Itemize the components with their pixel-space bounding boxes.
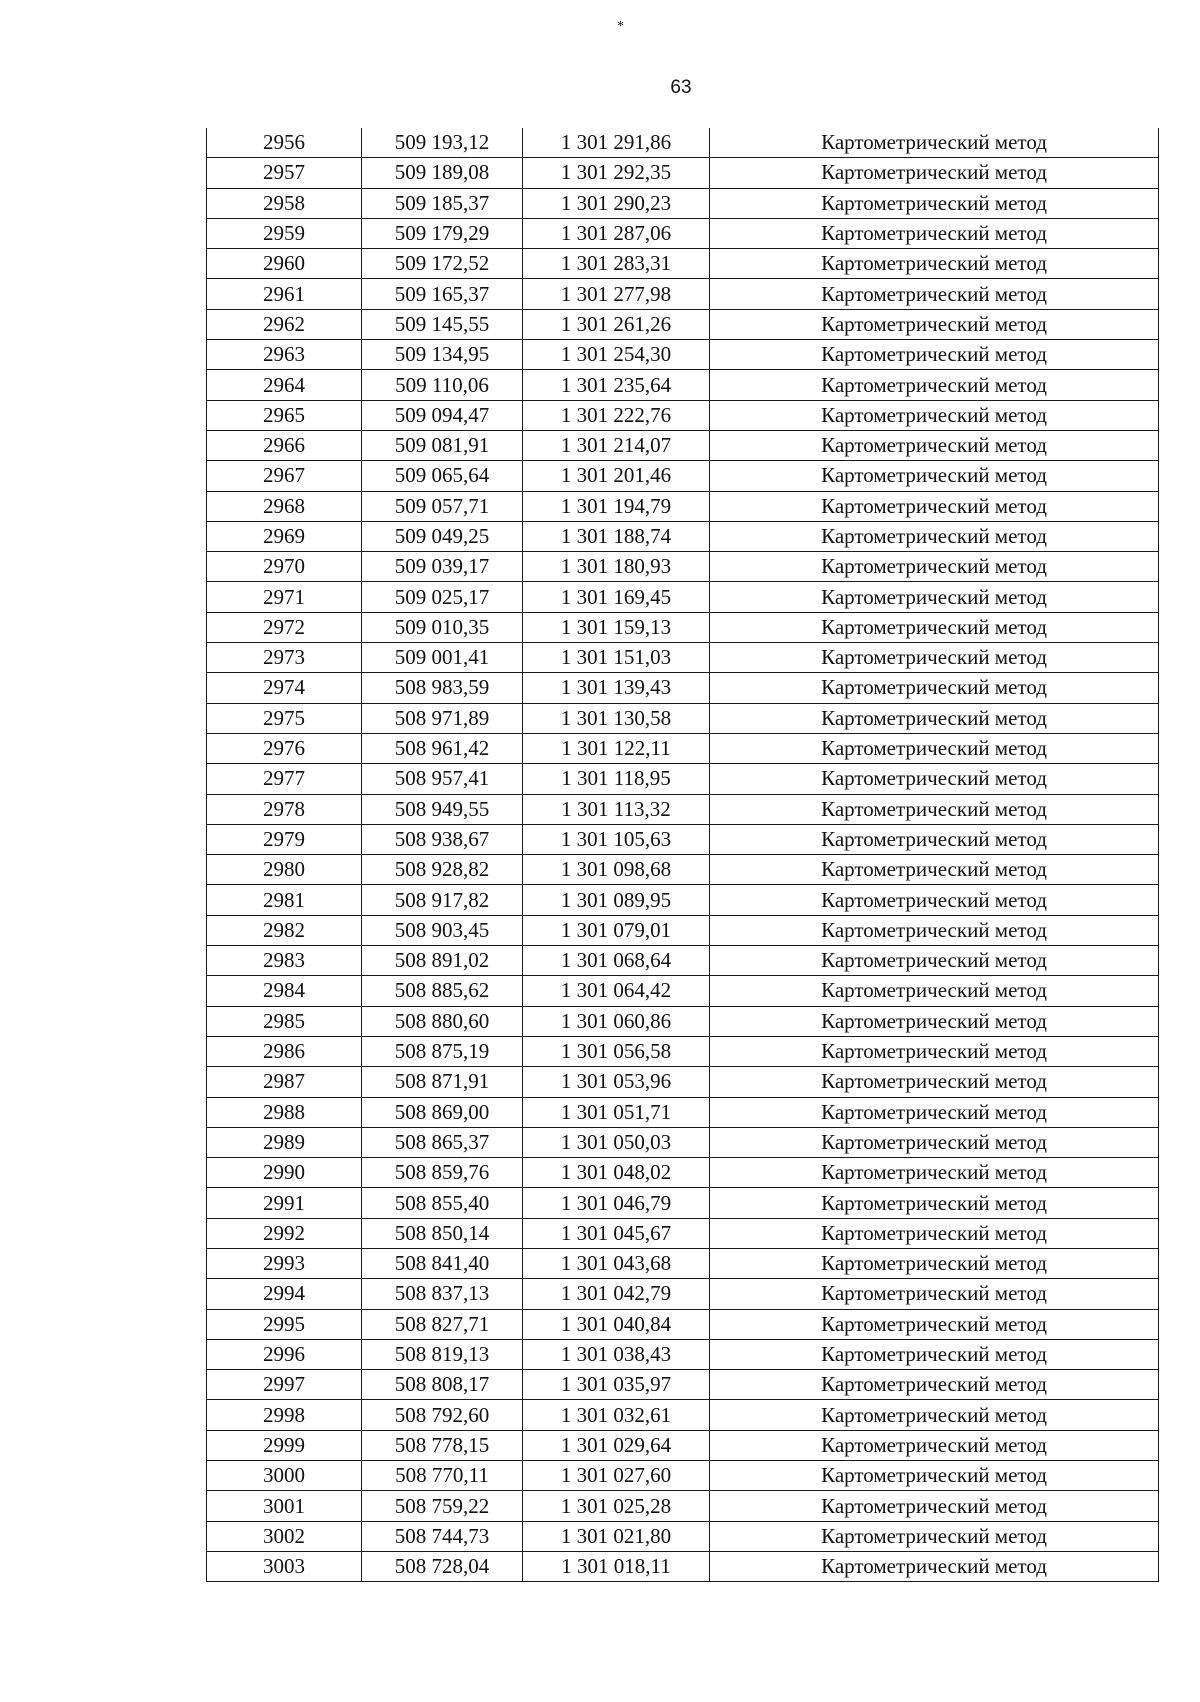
method-cell: Картометрический метод	[710, 946, 1159, 976]
x-coordinate-cell: 509 025,17	[362, 582, 523, 612]
y-coordinate-cell: 1 301 214,07	[523, 430, 710, 460]
table-row	[207, 158, 1159, 188]
point-number-cell: 2974	[207, 673, 362, 703]
x-coordinate-cell: 508 819,13	[362, 1339, 523, 1369]
table-row	[207, 1097, 1159, 1127]
table-row	[207, 430, 1159, 460]
x-coordinate-cell: 508 928,82	[362, 855, 523, 885]
point-number-cell: 2987	[207, 1067, 362, 1097]
y-coordinate-cell: 1 301 032,61	[523, 1400, 710, 1430]
x-coordinate-cell: 508 903,45	[362, 915, 523, 945]
table-row	[207, 976, 1159, 1006]
table-row	[207, 1006, 1159, 1036]
point-number-cell: 3003	[207, 1551, 362, 1581]
table-row	[207, 1158, 1159, 1188]
x-coordinate-cell: 508 885,62	[362, 976, 523, 1006]
x-coordinate-cell: 508 880,60	[362, 1006, 523, 1036]
y-coordinate-cell: 1 301 201,46	[523, 461, 710, 491]
point-number-cell: 2988	[207, 1097, 362, 1127]
y-coordinate-cell: 1 301 151,03	[523, 643, 710, 673]
y-coordinate-cell: 1 301 254,30	[523, 340, 710, 370]
y-coordinate-cell: 1 301 169,45	[523, 582, 710, 612]
method-cell: Картометрический метод	[710, 643, 1159, 673]
method-cell: Картометрический метод	[710, 400, 1159, 430]
method-cell: Картометрический метод	[710, 370, 1159, 400]
y-coordinate-cell: 1 301 053,96	[523, 1067, 710, 1097]
table-row	[207, 1521, 1159, 1551]
y-coordinate-cell: 1 301 056,58	[523, 1036, 710, 1066]
x-coordinate-cell: 508 938,67	[362, 824, 523, 854]
table-row	[207, 1188, 1159, 1218]
x-coordinate-cell: 509 057,71	[362, 491, 523, 521]
table-row	[207, 1279, 1159, 1309]
table-row	[207, 703, 1159, 733]
y-coordinate-cell: 1 301 040,84	[523, 1309, 710, 1339]
method-cell: Картометрический метод	[710, 673, 1159, 703]
table-row	[207, 491, 1159, 521]
method-cell: Картометрический метод	[710, 855, 1159, 885]
point-number-cell: 2962	[207, 309, 362, 339]
y-coordinate-cell: 1 301 277,98	[523, 279, 710, 309]
y-coordinate-cell: 1 301 025,28	[523, 1491, 710, 1521]
point-number-cell: 2969	[207, 521, 362, 551]
point-number-cell: 2975	[207, 703, 362, 733]
point-number-cell: 2976	[207, 733, 362, 763]
x-coordinate-cell: 508 728,04	[362, 1551, 523, 1581]
point-number-cell: 2986	[207, 1036, 362, 1066]
point-number-cell: 2991	[207, 1188, 362, 1218]
table-row	[207, 1491, 1159, 1521]
point-number-cell: 2985	[207, 1006, 362, 1036]
y-coordinate-cell: 1 301 118,95	[523, 764, 710, 794]
method-cell: Картометрический метод	[710, 764, 1159, 794]
x-coordinate-cell: 508 850,14	[362, 1218, 523, 1248]
x-coordinate-cell: 508 778,15	[362, 1430, 523, 1460]
x-coordinate-cell: 509 134,95	[362, 340, 523, 370]
x-coordinate-cell: 508 971,89	[362, 703, 523, 733]
table-row	[207, 279, 1159, 309]
x-coordinate-cell: 509 165,37	[362, 279, 523, 309]
table-row	[207, 218, 1159, 248]
method-cell: Картометрический метод	[710, 915, 1159, 945]
table-row	[207, 1339, 1159, 1369]
method-cell: Картометрический метод	[710, 188, 1159, 218]
table-row	[207, 1218, 1159, 1248]
x-coordinate-cell: 508 891,02	[362, 946, 523, 976]
point-number-cell: 2965	[207, 400, 362, 430]
point-number-cell: 2961	[207, 279, 362, 309]
y-coordinate-cell: 1 301 139,43	[523, 673, 710, 703]
x-coordinate-cell: 508 983,59	[362, 673, 523, 703]
method-cell: Картометрический метод	[710, 1279, 1159, 1309]
y-coordinate-cell: 1 301 064,42	[523, 976, 710, 1006]
point-number-cell: 2960	[207, 249, 362, 279]
x-coordinate-cell: 508 808,17	[362, 1370, 523, 1400]
method-cell: Картометрический метод	[710, 521, 1159, 551]
point-number-cell: 2973	[207, 643, 362, 673]
y-coordinate-cell: 1 301 068,64	[523, 946, 710, 976]
x-coordinate-cell: 508 875,19	[362, 1036, 523, 1066]
x-coordinate-cell: 509 010,35	[362, 612, 523, 642]
table-row	[207, 855, 1159, 885]
method-cell: Картометрический метод	[710, 128, 1159, 158]
method-cell: Картометрический метод	[710, 1430, 1159, 1460]
table-row	[207, 370, 1159, 400]
method-cell: Картометрический метод	[710, 1370, 1159, 1400]
y-coordinate-cell: 1 301 079,01	[523, 915, 710, 945]
x-coordinate-cell: 508 770,11	[362, 1461, 523, 1491]
table-row	[207, 461, 1159, 491]
table-row	[207, 824, 1159, 854]
x-coordinate-cell: 509 001,41	[362, 643, 523, 673]
y-coordinate-cell: 1 301 292,35	[523, 158, 710, 188]
y-coordinate-cell: 1 301 060,86	[523, 1006, 710, 1036]
x-coordinate-cell: 508 841,40	[362, 1248, 523, 1278]
point-number-cell: 2999	[207, 1430, 362, 1460]
table-row	[207, 1036, 1159, 1066]
x-coordinate-cell: 509 193,12	[362, 128, 523, 158]
table-row	[207, 1370, 1159, 1400]
x-coordinate-cell: 508 865,37	[362, 1127, 523, 1157]
y-coordinate-cell: 1 301 291,86	[523, 128, 710, 158]
method-cell: Картометрический метод	[710, 1127, 1159, 1157]
method-cell: Картометрический метод	[710, 1551, 1159, 1581]
x-coordinate-cell: 508 869,00	[362, 1097, 523, 1127]
point-number-cell: 2981	[207, 885, 362, 915]
table-row	[207, 521, 1159, 551]
point-number-cell: 2963	[207, 340, 362, 370]
x-coordinate-cell: 509 110,06	[362, 370, 523, 400]
table-row	[207, 946, 1159, 976]
point-number-cell: 2980	[207, 855, 362, 885]
point-number-cell: 2972	[207, 612, 362, 642]
y-coordinate-cell: 1 301 045,67	[523, 1218, 710, 1248]
x-coordinate-cell: 508 949,55	[362, 794, 523, 824]
table-row	[207, 400, 1159, 430]
y-coordinate-cell: 1 301 035,97	[523, 1370, 710, 1400]
point-number-cell: 2964	[207, 370, 362, 400]
method-cell: Картометрический метод	[710, 733, 1159, 763]
x-coordinate-cell: 509 189,08	[362, 158, 523, 188]
y-coordinate-cell: 1 301 051,71	[523, 1097, 710, 1127]
y-coordinate-cell: 1 301 290,23	[523, 188, 710, 218]
table-row	[207, 1461, 1159, 1491]
x-coordinate-cell: 508 917,82	[362, 885, 523, 915]
y-coordinate-cell: 1 301 089,95	[523, 885, 710, 915]
y-coordinate-cell: 1 301 261,26	[523, 309, 710, 339]
method-cell: Картометрический метод	[710, 1067, 1159, 1097]
y-coordinate-cell: 1 301 098,68	[523, 855, 710, 885]
table-row	[207, 1430, 1159, 1460]
table-row	[207, 1248, 1159, 1278]
page-mark: *	[617, 19, 624, 34]
table-row	[207, 249, 1159, 279]
point-number-cell: 2992	[207, 1218, 362, 1248]
table-row	[207, 1067, 1159, 1097]
x-coordinate-cell: 508 961,42	[362, 733, 523, 763]
point-number-cell: 2989	[207, 1127, 362, 1157]
table-row	[207, 885, 1159, 915]
x-coordinate-cell: 509 039,17	[362, 552, 523, 582]
y-coordinate-cell: 1 301 235,64	[523, 370, 710, 400]
point-number-cell: 2996	[207, 1339, 362, 1369]
point-number-cell: 3002	[207, 1521, 362, 1551]
point-number-cell: 2958	[207, 188, 362, 218]
point-number-cell: 2982	[207, 915, 362, 945]
point-number-cell: 2957	[207, 158, 362, 188]
method-cell: Картометрический метод	[710, 430, 1159, 460]
y-coordinate-cell: 1 301 122,11	[523, 733, 710, 763]
y-coordinate-cell: 1 301 222,76	[523, 400, 710, 430]
point-number-cell: 2994	[207, 1279, 362, 1309]
x-coordinate-cell: 509 081,91	[362, 430, 523, 460]
method-cell: Картометрический метод	[710, 1097, 1159, 1127]
table-row	[207, 1309, 1159, 1339]
coordinates-table	[206, 128, 1159, 1582]
point-number-cell: 2998	[207, 1400, 362, 1430]
method-cell: Картометрический метод	[710, 1400, 1159, 1430]
method-cell: Картометрический метод	[710, 612, 1159, 642]
point-number-cell: 2983	[207, 946, 362, 976]
x-coordinate-cell: 509 094,47	[362, 400, 523, 430]
y-coordinate-cell: 1 301 130,58	[523, 703, 710, 733]
x-coordinate-cell: 508 792,60	[362, 1400, 523, 1430]
table-row	[207, 673, 1159, 703]
point-number-cell: 2959	[207, 218, 362, 248]
point-number-cell: 2968	[207, 491, 362, 521]
y-coordinate-cell: 1 301 018,11	[523, 1551, 710, 1581]
y-coordinate-cell: 1 301 038,43	[523, 1339, 710, 1369]
x-coordinate-cell: 508 855,40	[362, 1188, 523, 1218]
method-cell: Картометрический метод	[710, 1036, 1159, 1066]
table-row	[207, 582, 1159, 612]
method-cell: Картометрический метод	[710, 976, 1159, 1006]
point-number-cell: 2997	[207, 1370, 362, 1400]
method-cell: Картометрический метод	[710, 1521, 1159, 1551]
table-row	[207, 1400, 1159, 1430]
point-number-cell: 2993	[207, 1248, 362, 1278]
page-number: 63	[670, 77, 692, 98]
y-coordinate-cell: 1 301 283,31	[523, 249, 710, 279]
table-row	[207, 1127, 1159, 1157]
point-number-cell: 3000	[207, 1461, 362, 1491]
y-coordinate-cell: 1 301 048,02	[523, 1158, 710, 1188]
y-coordinate-cell: 1 301 050,03	[523, 1127, 710, 1157]
y-coordinate-cell: 1 301 042,79	[523, 1279, 710, 1309]
y-coordinate-cell: 1 301 188,74	[523, 521, 710, 551]
point-number-cell: 2970	[207, 552, 362, 582]
method-cell: Картометрический метод	[710, 824, 1159, 854]
x-coordinate-cell: 508 827,71	[362, 1309, 523, 1339]
point-number-cell: 2956	[207, 128, 362, 158]
method-cell: Картометрический метод	[710, 885, 1159, 915]
method-cell: Картометрический метод	[710, 218, 1159, 248]
method-cell: Картометрический метод	[710, 309, 1159, 339]
method-cell: Картометрический метод	[710, 1248, 1159, 1278]
method-cell: Картометрический метод	[710, 1491, 1159, 1521]
point-number-cell: 2979	[207, 824, 362, 854]
x-coordinate-cell: 508 859,76	[362, 1158, 523, 1188]
point-number-cell: 2990	[207, 1158, 362, 1188]
x-coordinate-cell: 508 759,22	[362, 1491, 523, 1521]
x-coordinate-cell: 509 065,64	[362, 461, 523, 491]
y-coordinate-cell: 1 301 287,06	[523, 218, 710, 248]
method-cell: Картометрический метод	[710, 249, 1159, 279]
y-coordinate-cell: 1 301 194,79	[523, 491, 710, 521]
method-cell: Картометрический метод	[710, 340, 1159, 370]
point-number-cell: 2977	[207, 764, 362, 794]
coordinates-table-body	[207, 128, 1159, 1582]
x-coordinate-cell: 508 837,13	[362, 1279, 523, 1309]
y-coordinate-cell: 1 301 043,68	[523, 1248, 710, 1278]
point-number-cell: 2978	[207, 794, 362, 824]
x-coordinate-cell: 509 185,37	[362, 188, 523, 218]
y-coordinate-cell: 1 301 029,64	[523, 1430, 710, 1460]
point-number-cell: 2984	[207, 976, 362, 1006]
x-coordinate-cell: 509 172,52	[362, 249, 523, 279]
method-cell: Картометрический метод	[710, 1158, 1159, 1188]
x-coordinate-cell: 509 145,55	[362, 309, 523, 339]
table-row	[207, 612, 1159, 642]
point-number-cell: 2971	[207, 582, 362, 612]
x-coordinate-cell: 508 871,91	[362, 1067, 523, 1097]
table-row	[207, 733, 1159, 763]
table-row	[207, 188, 1159, 218]
x-coordinate-cell: 509 049,25	[362, 521, 523, 551]
y-coordinate-cell: 1 301 105,63	[523, 824, 710, 854]
method-cell: Картометрический метод	[710, 1218, 1159, 1248]
y-coordinate-cell: 1 301 027,60	[523, 1461, 710, 1491]
method-cell: Картометрический метод	[710, 1461, 1159, 1491]
x-coordinate-cell: 508 744,73	[362, 1521, 523, 1551]
x-coordinate-cell: 508 957,41	[362, 764, 523, 794]
table-row	[207, 552, 1159, 582]
table-row	[207, 643, 1159, 673]
method-cell: Картометрический метод	[710, 794, 1159, 824]
table-row	[207, 128, 1159, 158]
y-coordinate-cell: 1 301 113,32	[523, 794, 710, 824]
method-cell: Картометрический метод	[710, 461, 1159, 491]
table-row	[207, 340, 1159, 370]
point-number-cell: 3001	[207, 1491, 362, 1521]
table-row	[207, 794, 1159, 824]
y-coordinate-cell: 1 301 021,80	[523, 1521, 710, 1551]
point-number-cell: 2967	[207, 461, 362, 491]
table-row	[207, 1551, 1159, 1581]
method-cell: Картометрический метод	[710, 1339, 1159, 1369]
method-cell: Картометрический метод	[710, 582, 1159, 612]
table-row	[207, 915, 1159, 945]
y-coordinate-cell: 1 301 159,13	[523, 612, 710, 642]
x-coordinate-cell: 509 179,29	[362, 218, 523, 248]
method-cell: Картометрический метод	[710, 1006, 1159, 1036]
point-number-cell: 2995	[207, 1309, 362, 1339]
method-cell: Картометрический метод	[710, 1188, 1159, 1218]
table-row	[207, 309, 1159, 339]
table-row	[207, 764, 1159, 794]
method-cell: Картометрический метод	[710, 1309, 1159, 1339]
method-cell: Картометрический метод	[710, 703, 1159, 733]
point-number-cell: 2966	[207, 430, 362, 460]
method-cell: Картометрический метод	[710, 279, 1159, 309]
method-cell: Картометрический метод	[710, 491, 1159, 521]
method-cell: Картометрический метод	[710, 552, 1159, 582]
y-coordinate-cell: 1 301 180,93	[523, 552, 710, 582]
y-coordinate-cell: 1 301 046,79	[523, 1188, 710, 1218]
method-cell: Картометрический метод	[710, 158, 1159, 188]
